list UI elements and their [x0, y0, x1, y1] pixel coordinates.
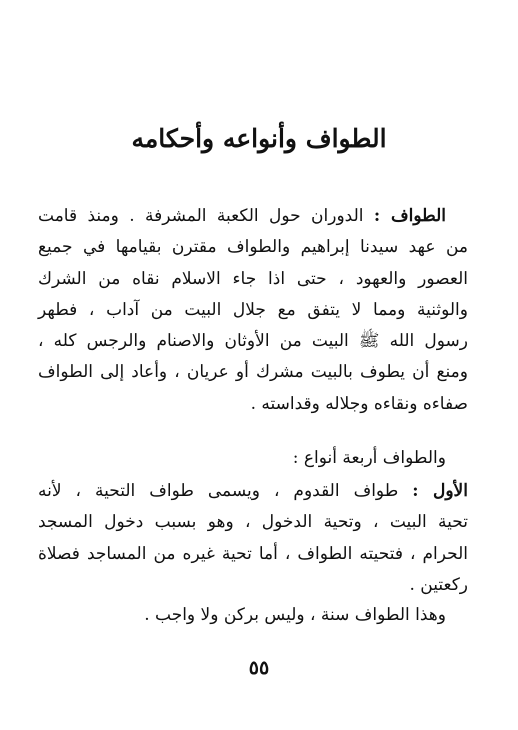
line-text: الدوران حول الكعبة المشرفة . ومنذ قامت: [38, 206, 364, 226]
paragraph-line: ومنع أن يطوف بالبيت مشرك أو عريان ، وأعاد إلى الطواف: [38, 362, 468, 383]
paragraph-line: صفاءه ونقاءه وجلاله وقداسته .: [250, 393, 468, 414]
paragraph-line: رسول الله ﷺ البيت من الأوثان والاصنام والرجس كله ،: [38, 331, 468, 352]
paragraph-line: العصور والعهود ، حتى اذا جاء الاسلام نقاه من الشرك: [38, 268, 468, 289]
paragraph-first-type: [38, 476, 468, 601]
paragraph-line: [38, 201, 468, 232]
paragraph-line: ركعتين .: [409, 574, 468, 595]
paragraph-sunnah-note: [38, 600, 446, 631]
page-title: الطواف وأنواعه وأحكامه: [131, 124, 387, 153]
page-number: ٥٥: [248, 657, 270, 679]
paragraph-line: من عهد سيدنا إبراهيم والطواف مقترن بقيامها في جميع: [38, 237, 468, 258]
paragraph-line: والوثنية ومما لا يتفق مع جلال البيت من آداب ، فطهر: [38, 299, 468, 320]
paragraph-line: وهذا الطواف سنة ، وليس بركن ولا واجب .: [144, 605, 446, 625]
paragraph-tawaf-definition: [38, 201, 468, 420]
paragraph-line: الحرام ، فتحيته الطواف ، أما تحية غيره من المساجد فصلاة: [38, 543, 468, 564]
line-text: طواف القدوم ، ويسمى طواف التحية ، لأنه: [38, 481, 399, 501]
term-label: الطواف :: [373, 206, 446, 226]
paragraph-line: تحية البيت ، وتحية الدخول ، وهو بسبب دخول المسجد: [38, 512, 468, 533]
paragraph-types-intro: [38, 443, 468, 474]
term-label: الأول :: [412, 481, 468, 501]
paragraph-line: والطواف أربعة أنواع :: [292, 448, 446, 468]
